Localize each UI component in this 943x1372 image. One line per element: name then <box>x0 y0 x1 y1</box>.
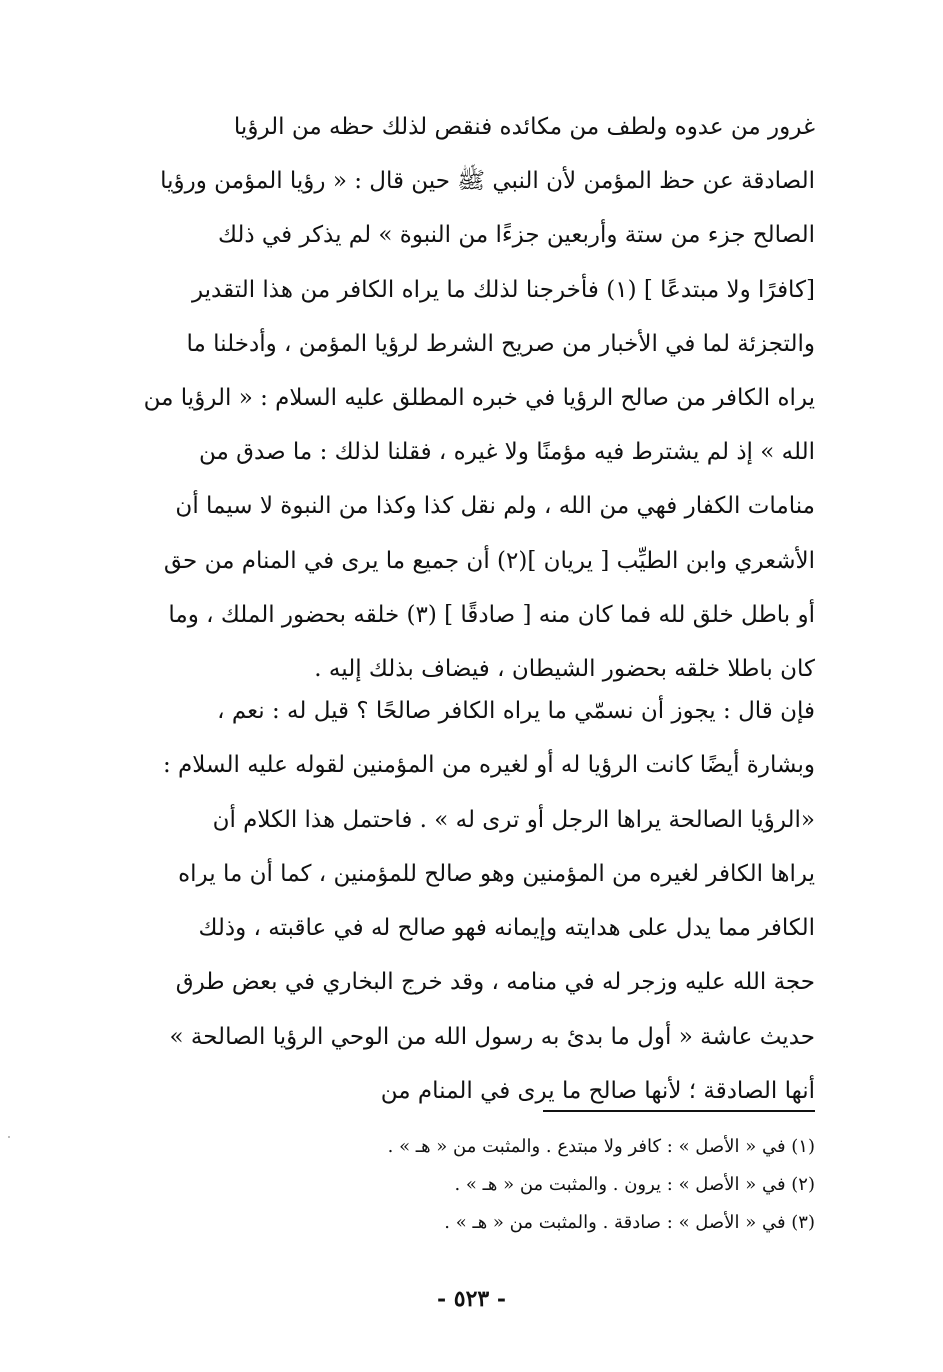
footnote-separator <box>543 1110 815 1112</box>
text-line: «الرؤيا الصالحة يراها الرجل أو ترى له » . فاحتمل هذا الكلام أن <box>212 806 815 833</box>
text-line: كان باطلا خلقه بحضور الشيطان ، فيضاف بذلك إليه . <box>314 655 815 682</box>
text-line: الصالح جزء من ستة وأربعين جزءًا من النبوة » لم يذكر في ذلك <box>217 222 815 249</box>
footnote-1: (١) في « الأصل » : كافر ولا مبتدع . والمثبت من « هـ » . <box>387 1136 815 1157</box>
text-line: أنها الصادقة ؛ لأنها صالح ما يرى في المنام من <box>380 1078 815 1105</box>
footnote-2: (٢) في « الأصل » : يرون . والمثبت من « هـ » . <box>454 1174 815 1195</box>
text-line: غرور من عدوه ولطف من مكائده فنقص لذلك حظه من الرؤيا <box>233 114 815 140</box>
text-line: أو باطل خلق لله فما كان منه [ صادقًا ] (٣) خلقه بحضور الملك ، وما <box>168 601 815 628</box>
text-line: الله » إذ لم يشترط فيه مؤمنًا ولا غيره ، فقلنا لذلك : ما صدق من <box>199 439 815 466</box>
text-line: يراها الكافر لغيره من المؤمنين وهو صالح للمؤمنين ، كما أن ما يراه <box>178 860 815 887</box>
text-line: حديث عاشة « أول ما بدئ به رسول الله من الوحي الرؤيا الصالحة » <box>169 1023 815 1050</box>
text-line: الصادقة عن حظ المؤمن لأن النبي ﷺ حين قال : « رؤيا المؤمن ورؤيا <box>160 168 815 195</box>
text-line: والتجزئة لما في الأخبار من صريح الشرط لرؤيا المؤمن ، وأدخلنا ما <box>186 330 815 357</box>
text-line: حجة الله عليه وزجر له في منامه ، وقد خرج البخاري في بعض طرق <box>175 969 815 996</box>
footnote-3: (٣) في « الأصل » : صادقة . والمثبت من « هـ » . <box>444 1212 815 1233</box>
body-paragraph-2 <box>128 684 815 1118</box>
footnotes <box>128 1128 815 1242</box>
text-line: يراه الكافر من صالح الرؤيا في خبره المطلق عليه السلام : « الرؤيا من <box>143 384 815 411</box>
text-line: منامات الكفار فهي من الله ، ولم نقل كذا وكذا من النبوة لا سيما أن <box>175 493 815 520</box>
text-line: وبشارة أيضًا كانت الرؤيا له أو لغيره من المؤمنين لقوله عليه السلام : <box>162 752 815 779</box>
text-line: فإن قال : يجوز أن نسمّي ما يراه الكافر صالحًا ؟ قيل له : نعم ، <box>217 698 815 724</box>
text-line: [كافرًا ولا مبتدعًا ] (١) فأخرجنا لذلك ما يراه الكافر من هذا التقدير <box>191 276 815 303</box>
scan-speck <box>8 1136 10 1138</box>
page-number: - ٥٢٣ - <box>436 1286 507 1312</box>
body-paragraph-1 <box>128 100 815 696</box>
text-line: الكافر مما يدل على هدايته وإيمانه فهو صالح له في عاقبته ، وذلك <box>198 915 815 942</box>
text-line: الأشعري وابن الطيِّب [ يريان ](٢) أن جميع ما يرى في المنام من حق <box>163 547 815 574</box>
